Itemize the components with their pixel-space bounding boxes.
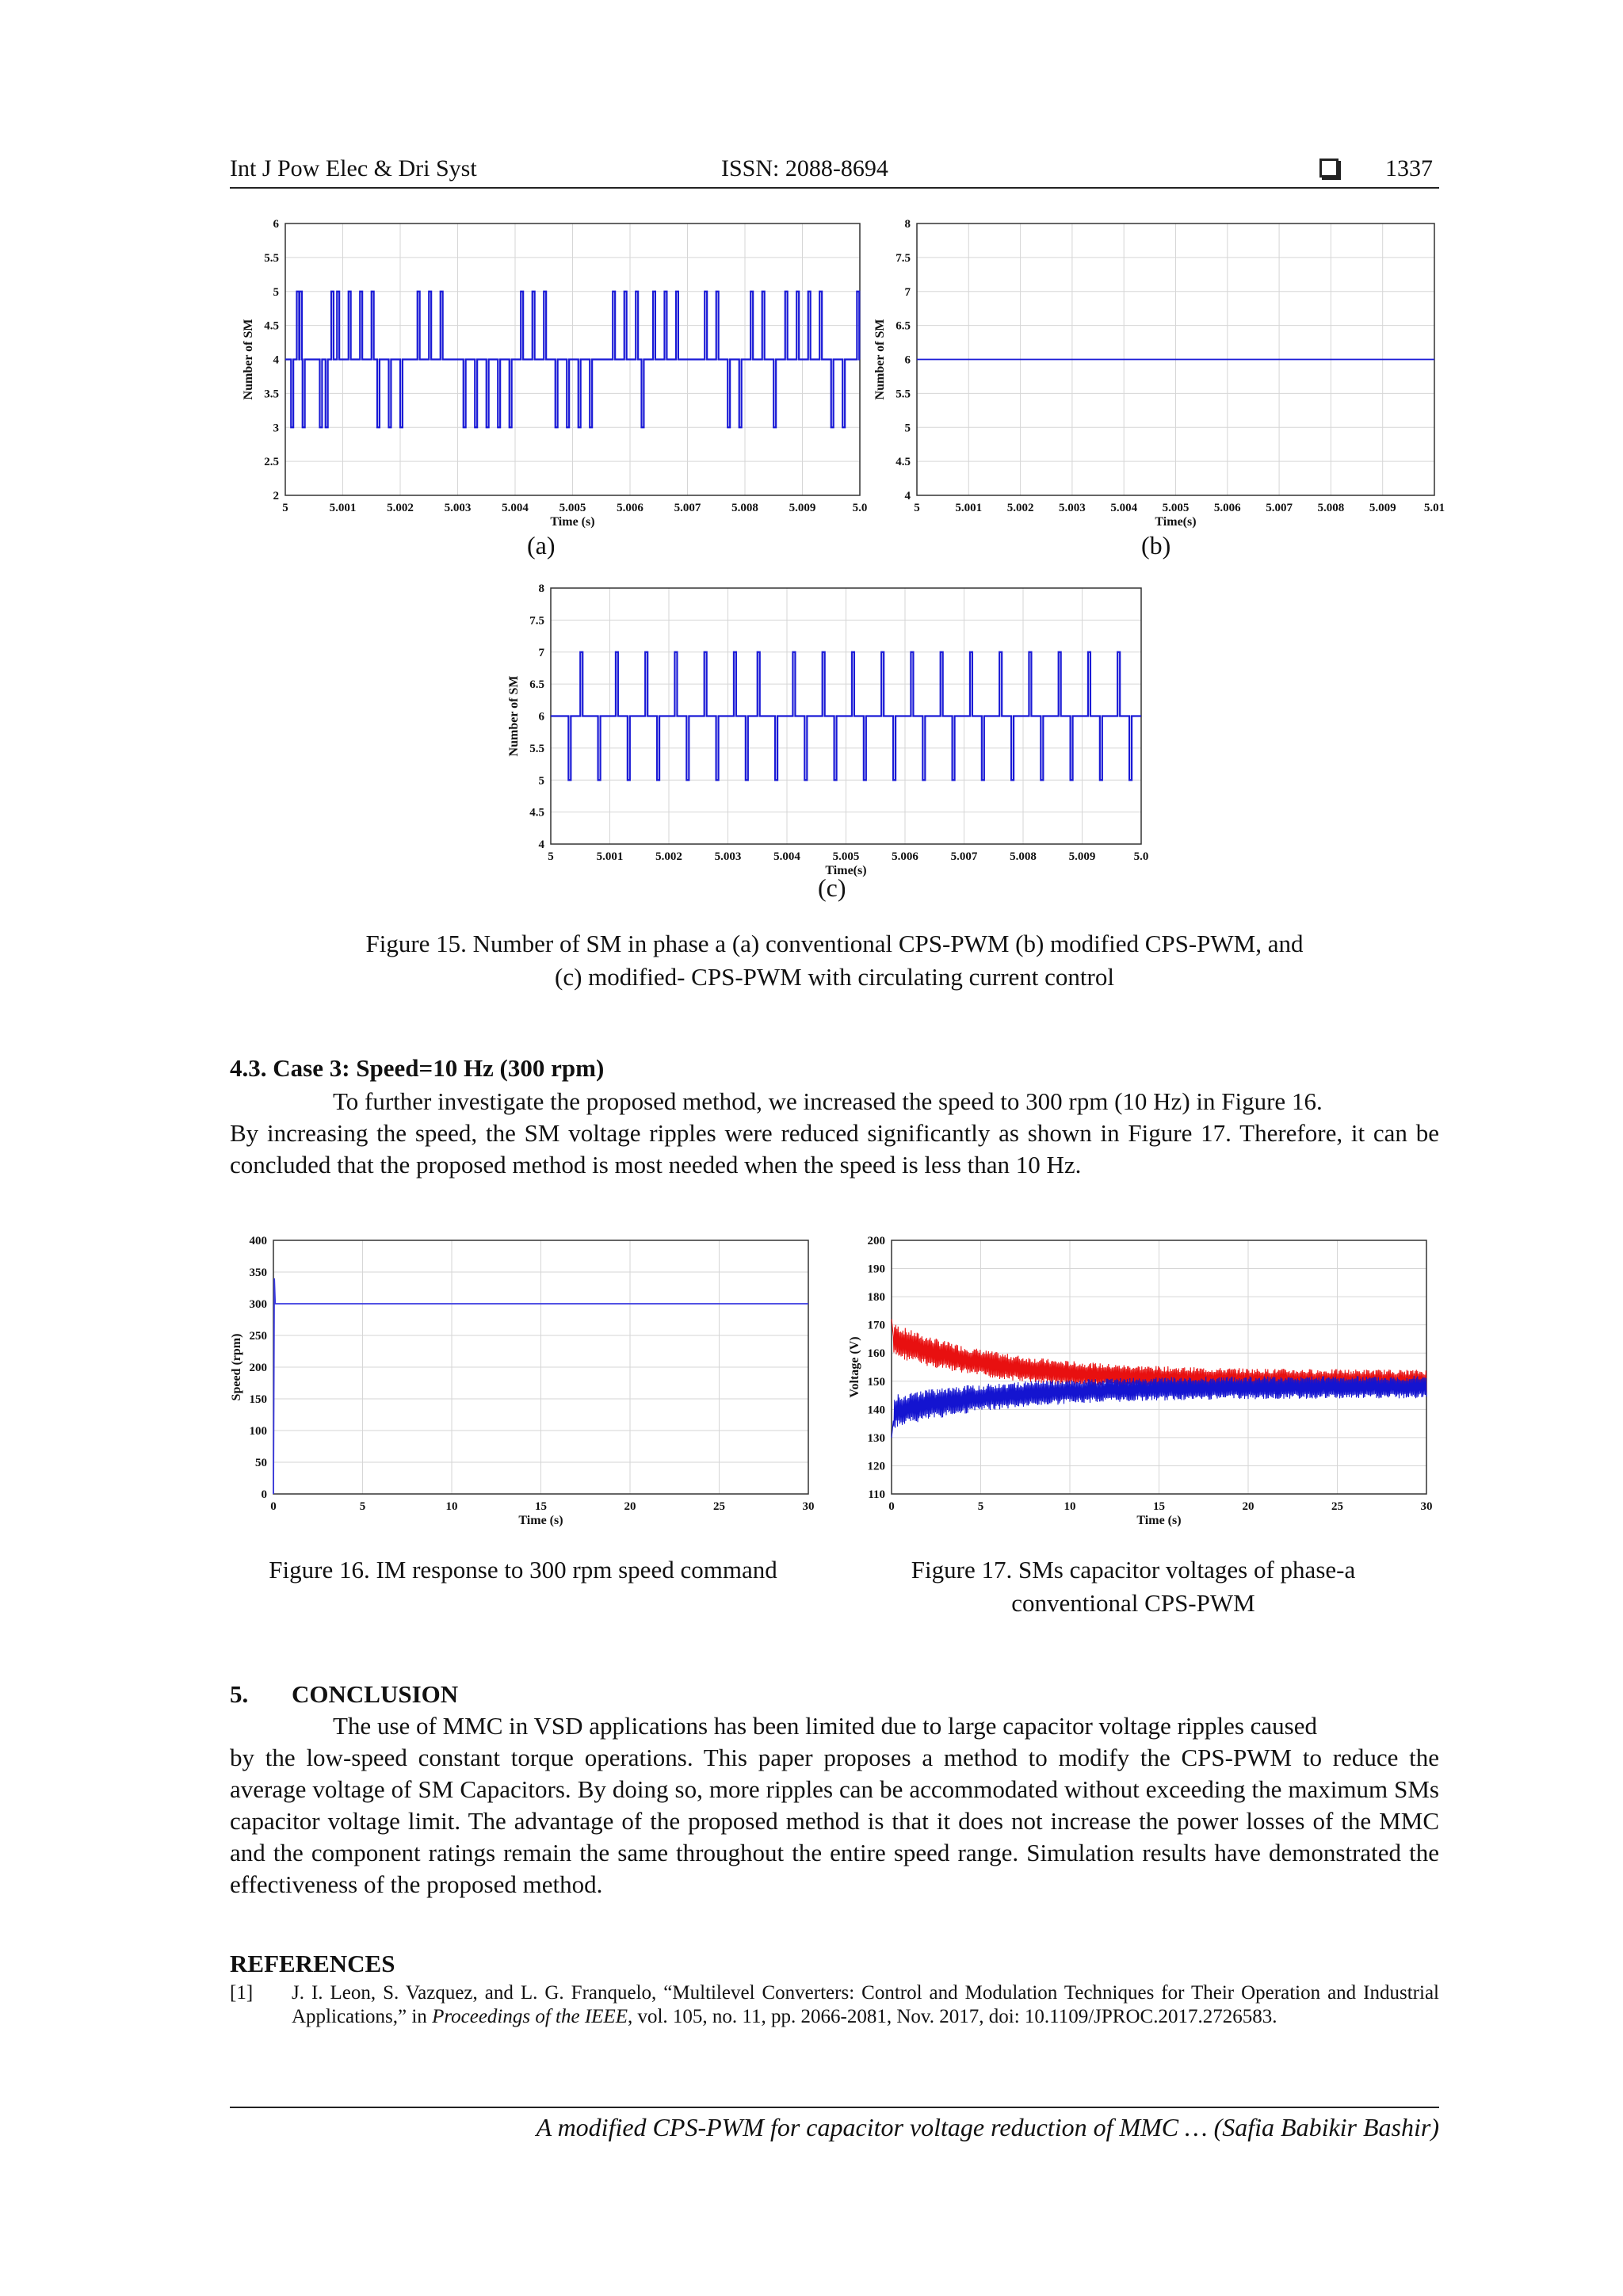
x-tick-label: 5.006 — [892, 850, 918, 863]
journal-name: Int J Pow Elec & Dri Syst — [230, 155, 477, 181]
x-tick-label: 5 — [282, 502, 288, 514]
x-tick-label: 5.005 — [832, 850, 860, 863]
y-tick-label: 7 — [538, 646, 544, 659]
figure-15b-chart — [873, 214, 1454, 529]
y-tick-label: 4 — [273, 353, 279, 367]
page-number: 1337 — [1385, 155, 1433, 181]
x-tick-label: 0 — [270, 1500, 277, 1513]
x-tick-label: 25 — [1331, 1500, 1343, 1513]
x-tick-label: 5.003 — [444, 502, 472, 514]
issn: ISSN: 2088-8694 — [721, 155, 888, 181]
y-tick-label: 160 — [867, 1347, 885, 1361]
x-tick-label: 5.003 — [1059, 502, 1086, 514]
x-tick-label: 5.008 — [1010, 850, 1037, 863]
y-tick-label: 200 — [249, 1362, 267, 1374]
figure-15-caption — [230, 927, 1439, 994]
figure-17-caption-line2: conventional CPS-PWM — [1011, 1589, 1255, 1617]
conclusion-heading-number: 5. — [230, 1680, 249, 1708]
y-tick-label: 7.5 — [896, 251, 911, 265]
x-axis-label: Time (s) — [550, 515, 595, 529]
square-box-icon — [1319, 155, 1338, 182]
y-tick-label: 2 — [273, 490, 279, 502]
figure-15-caption-line1: Figure 15. Number of SM in phase a (a) conventional CPS-PWM (b) modified CPS-PWM, and — [365, 930, 1304, 957]
footer-rule — [230, 2107, 1439, 2108]
x-tick-label: 5.002 — [655, 850, 682, 863]
conclusion-heading: CONCLUSION — [292, 1680, 459, 1708]
x-tick-label: 5.008 — [731, 502, 758, 514]
subfigure-label-c: (c) — [818, 873, 846, 902]
y-tick-label: 300 — [249, 1298, 267, 1311]
y-tick-label: 6 — [538, 710, 544, 724]
references-heading: REFERENCES — [230, 1950, 395, 1977]
y-tick-label: 2.5 — [264, 456, 279, 469]
section-4-3-paragraph — [230, 1086, 1439, 1181]
x-tick-label: 5.006 — [617, 502, 643, 514]
y-axis-label: Speed (rpm) — [230, 1333, 243, 1401]
y-tick-label: 8 — [904, 218, 911, 231]
x-tick-label: 5.002 — [1006, 502, 1034, 514]
y-tick-label: 50 — [255, 1457, 267, 1469]
x-tick-label: 5.008 — [1317, 502, 1345, 514]
figure-16-caption: Figure 16. IM response to 300 rpm speed command — [269, 1556, 777, 1584]
y-tick-label: 100 — [249, 1425, 267, 1438]
x-tick-label: 5.007 — [1266, 502, 1293, 514]
y-tick-label: 4.5 — [529, 806, 544, 819]
x-tick-label: 5 — [977, 1500, 984, 1513]
reference-1-venue: Proceedings of the IEEE — [432, 2006, 628, 2027]
x-tick-label: 5.006 — [1213, 502, 1241, 514]
x-tick-label: 30 — [802, 1500, 815, 1513]
y-tick-label: 6 — [273, 218, 279, 231]
y-tick-label: 350 — [249, 1266, 267, 1279]
y-tick-label: 5.5 — [896, 388, 911, 401]
y-tick-label: 110 — [868, 1488, 885, 1501]
reference-1-text — [292, 1981, 1439, 2029]
x-tick-label: 5.009 — [1068, 850, 1096, 863]
running-footer: A modified CPS-PWM for capacitor voltage reduction of MMC … (Safia Babikir Bashir) — [536, 2113, 1439, 2141]
x-tick-label: 5 — [359, 1500, 366, 1513]
x-tick-label: 15 — [1153, 1500, 1165, 1513]
y-tick-label: 8 — [538, 583, 544, 595]
figure-17-caption-line1: Figure 17. SMs capacitor voltages of phase-a — [911, 1556, 1356, 1584]
y-tick-label: 4.5 — [896, 456, 911, 469]
y-tick-label: 200 — [867, 1235, 885, 1247]
y-tick-label: 150 — [249, 1393, 267, 1406]
section-4-3-rest: By increasing the speed, the SM voltage ripples were reduced significantly as shown in Figure 17. Therefore, it can be concluded that the proposed method is most needed when the speed is less than 10 Hz. — [230, 1119, 1439, 1179]
x-tick-label: 30 — [1420, 1500, 1433, 1513]
conclusion-line1: The use of MMC in VSD applications has been limited due to large capacitor voltage ripples caused — [333, 1712, 1317, 1740]
y-axis-label: Number of SM — [873, 319, 887, 400]
conclusion-paragraph — [230, 1710, 1439, 1901]
y-tick-label: 190 — [867, 1263, 885, 1276]
x-tick-label: 20 — [624, 1500, 636, 1513]
y-tick-label: 6 — [904, 353, 911, 367]
x-tick-label: 5.002 — [387, 502, 414, 514]
conclusion-rest: by the low-speed constant torque operations. This paper proposes a method to modify the CPS-PWM to reduce the average voltage of SM Capacitors. By doing so, more ripples can be accommodated without exceeding the maximum SMs capacitor voltage limit. The advantage of the proposed method is that it does not increase the power losses of the MMC and the component ratings remain the same throughout the entire speed range. Simulation results have demonstrated the effectiveness of the proposed method. — [230, 1744, 1439, 1898]
y-tick-label: 150 — [867, 1375, 885, 1389]
subfigure-label-a: (a) — [527, 531, 556, 560]
reference-1-details: , vol. 105, no. 11, pp. 2066-2081, Nov. 2017, doi: 10.1109/JPROC.2017.2726583. — [627, 2006, 1277, 2027]
figure-17-chart — [836, 1232, 1446, 1534]
x-tick-label: 5.001 — [329, 502, 357, 514]
figure-15-caption-line2: (c) modified- CPS-PWM with circulating current control — [555, 963, 1114, 991]
y-tick-label: 5.5 — [264, 251, 279, 265]
figure-15c-chart — [499, 579, 1157, 877]
y-tick-label: 5 — [273, 285, 279, 299]
x-tick-label: 15 — [535, 1500, 547, 1513]
x-tick-label: 5 — [914, 502, 920, 514]
x-axis-label: Time(s) — [825, 864, 867, 877]
x-tick-label: 5.0 — [852, 502, 868, 514]
y-tick-label: 4.5 — [264, 319, 279, 333]
x-tick-label: 5.005 — [559, 502, 586, 514]
x-tick-label: 5.003 — [714, 850, 742, 863]
y-tick-label: 5 — [904, 422, 911, 435]
reference-1-authors-title: J. I. Leon, S. Vazquez, and L. G. Franquelo, “Multilevel Converters: Control and Modulation Techniques for Their Operation and Industrial Applications,” in — [292, 1982, 1439, 2027]
x-tick-label: 5.0 — [1133, 850, 1149, 863]
y-axis-label: Number of SM — [507, 675, 521, 757]
y-tick-label: 120 — [867, 1460, 885, 1473]
x-tick-label: 5.001 — [596, 850, 624, 863]
y-tick-label: 3 — [273, 422, 279, 435]
y-tick-label: 400 — [249, 1235, 267, 1247]
figure-16-chart — [230, 1232, 824, 1534]
x-tick-label: 5.004 — [502, 502, 529, 514]
x-tick-label: 10 — [1064, 1500, 1076, 1513]
y-tick-label: 5 — [538, 774, 544, 788]
x-tick-label: 5.009 — [1369, 502, 1396, 514]
x-tick-label: 5.007 — [950, 850, 978, 863]
y-tick-label: 0 — [261, 1488, 267, 1501]
x-tick-label: 5.009 — [789, 502, 816, 514]
figure-17-caption — [856, 1553, 1411, 1620]
x-axis-label: Time(s) — [1155, 515, 1197, 529]
y-tick-label: 140 — [867, 1404, 885, 1417]
y-tick-label: 4 — [538, 839, 544, 851]
y-tick-label: 4 — [904, 490, 911, 502]
subfigure-label-b: (b) — [1141, 531, 1171, 560]
x-tick-label: 5.01 — [1423, 502, 1445, 514]
y-tick-label: 7 — [904, 285, 911, 299]
x-tick-label: 5.004 — [1110, 502, 1138, 514]
header-rule — [230, 187, 1439, 189]
x-tick-label: 5 — [548, 850, 554, 863]
x-tick-label: 10 — [445, 1500, 458, 1513]
section-4-3-line1: To further investigate the proposed method, we increased the speed to 300 rpm (10 Hz) in Figure 16. — [333, 1087, 1323, 1115]
section-4-3-heading: 4.3. Case 3: Speed=10 Hz (300 rpm) — [230, 1054, 605, 1082]
y-tick-label: 250 — [249, 1330, 267, 1343]
reference-1-number: [1] — [230, 1982, 254, 2004]
x-tick-label: 0 — [888, 1500, 895, 1513]
y-tick-label: 7.5 — [529, 614, 544, 628]
y-tick-label: 6.5 — [896, 319, 911, 333]
x-axis-label: Time (s) — [1136, 1514, 1182, 1527]
y-tick-label: 180 — [867, 1291, 885, 1305]
x-tick-label: 5.004 — [773, 850, 800, 863]
x-axis-label: Time (s) — [518, 1514, 563, 1527]
x-tick-label: 5.001 — [955, 502, 983, 514]
y-axis-label: Voltage (V) — [848, 1336, 861, 1398]
y-tick-label: 170 — [867, 1319, 885, 1332]
x-tick-label: 5.005 — [1162, 502, 1190, 514]
figure-15a-chart — [230, 214, 888, 527]
y-axis-label: Number of SM — [242, 319, 255, 400]
y-tick-label: 6.5 — [529, 678, 544, 692]
x-tick-label: 20 — [1242, 1500, 1254, 1513]
y-tick-label: 5.5 — [529, 742, 544, 755]
y-tick-label: 130 — [867, 1431, 885, 1445]
x-tick-label: 25 — [713, 1500, 725, 1513]
y-tick-label: 3.5 — [264, 388, 279, 401]
x-tick-label: 5.007 — [674, 502, 701, 514]
